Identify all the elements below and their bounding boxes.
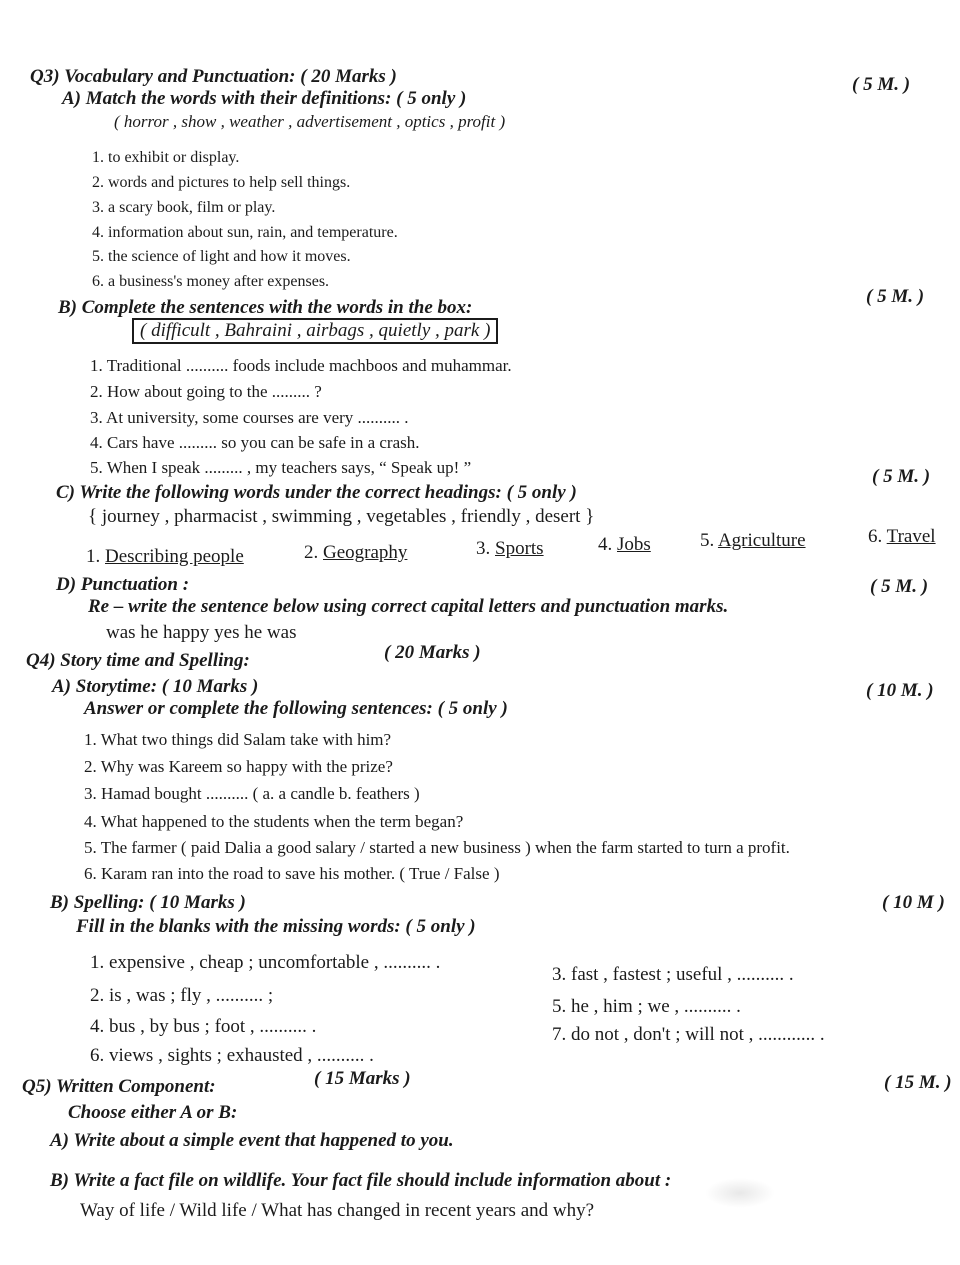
q5-option-b: B) Write a fact file on wildlife. Your fact file should include information about : xyxy=(50,1170,672,1191)
q3b-heading: B) Complete the sentences with the words in the box: xyxy=(58,297,473,318)
q4a-item-5: 5. The farmer ( paid Dalia a good salary / started a new business ) when the farm started to turn a profit. xyxy=(84,838,790,857)
q3c-heading-2: 2. Geography xyxy=(304,542,408,563)
q4b-item-5: 5. he , him ; we , .......... . xyxy=(552,996,741,1017)
q4b-item-6: 6. views , sights ; exhausted , .......... . xyxy=(90,1045,374,1066)
q5-option-a: A) Write about a simple event that happened to you. xyxy=(50,1130,454,1151)
q5-marks: ( 15 M. ) xyxy=(884,1072,952,1093)
q3d-heading: D) Punctuation : xyxy=(56,574,190,595)
q4b-item-1: 1. expensive , cheap ; uncomfortable , .......... . xyxy=(90,952,441,973)
q3a-item-3: 3. a scary book, film or play. xyxy=(92,199,276,216)
q4a-marks: ( 10 M. ) xyxy=(866,680,934,701)
q3d-instruction: Re – write the sentence below using correct capital letters and punctuation marks. xyxy=(88,596,729,617)
q3b-word-box: ( difficult , Bahraini , airbags , quietly , park ) xyxy=(132,318,498,344)
q3b-item-3: 3. At university, some courses are very .......... . xyxy=(90,408,409,427)
q3c-heading-6: 6. Travel xyxy=(868,526,936,547)
q3a-item-5: 5. the science of light and how it moves. xyxy=(92,248,351,265)
q3c-heading: C) Write the following words under the correct headings: ( 5 only ) xyxy=(56,482,577,503)
q3b-item-4: 4. Cars have ......... so you can be safe in a crash. xyxy=(90,433,420,452)
q3b-item-1: 1. Traditional .......... foods include machboos and muhammar. xyxy=(90,356,512,375)
q3b-item-2: 2. How about going to the ......... ? xyxy=(90,382,322,401)
q3a-item-2: 2. words and pictures to help sell things. xyxy=(92,174,351,191)
q3a-item-1: 1. to exhibit or display. xyxy=(92,149,240,166)
q3c-heading-3: 3. Sports xyxy=(476,538,544,559)
q4b-heading: B) Spelling: ( 10 Marks ) xyxy=(50,892,246,913)
q3d-marks: ( 5 M. ) xyxy=(870,576,929,597)
q3c-heading-4: 4. Jobs xyxy=(598,534,651,555)
q4b-item-7: 7. do not , don't ; will not , ............ . xyxy=(552,1024,825,1045)
q3d-sentence: was he happy yes he was xyxy=(106,622,297,643)
q5-option-b-detail: Way of life / Wild life / What has changed in recent years and why? xyxy=(80,1200,595,1221)
q4b-instruction: Fill in the blanks with the missing words: ( 5 only ) xyxy=(76,916,476,937)
q3c-heading-5: 5. Agriculture xyxy=(700,530,806,551)
q4a-item-3: 3. Hamad bought .......... ( a. a candle b. feathers ) xyxy=(84,784,420,803)
q5-title-marks: ( 15 Marks ) xyxy=(314,1068,411,1089)
q4-title: Q4) Story time and Spelling: xyxy=(26,650,250,671)
q3a-item-4: 4. information about sun, rain, and temperature. xyxy=(92,224,398,241)
q4a-instruction: Answer or complete the following sentences: ( 5 only ) xyxy=(84,698,508,719)
q4a-heading: A) Storytime: ( 10 Marks ) xyxy=(52,676,259,697)
q4a-item-1: 1. What two things did Salam take with him? xyxy=(84,730,392,749)
q4b-marks: ( 10 M ) xyxy=(882,892,945,913)
q3-title: Q3) Vocabulary and Punctuation: ( 20 Marks ) xyxy=(30,66,397,87)
paper-smudge xyxy=(705,1178,775,1208)
q4b-item-3: 3. fast , fastest ; useful , .......... . xyxy=(552,964,794,985)
q5-title: Q5) Written Component: xyxy=(22,1076,216,1097)
q4a-item-2: 2. Why was Kareem so happy with the prize? xyxy=(84,757,393,776)
q3b-item-5: 5. When I speak ......... , my teachers says, “ Speak up! ” xyxy=(90,458,472,477)
q3a-marks: ( 5 M. ) xyxy=(852,74,911,95)
q3a-heading: A) Match the words with their definitions: ( 5 only ) xyxy=(62,88,467,109)
q4a-item-6: 6. Karam ran into the road to save his mother. ( True / False ) xyxy=(84,864,500,883)
q4a-item-4: 4. What happened to the students when the term began? xyxy=(84,812,464,831)
q3b-marks: ( 5 M. ) xyxy=(866,286,925,307)
q3c-word-list: { journey , pharmacist , swimming , vegetables , friendly , desert } xyxy=(88,506,595,527)
q4-title-marks: ( 20 Marks ) xyxy=(384,642,481,663)
q4b-item-2: 2. is , was ; fly , .......... ; xyxy=(90,985,274,1006)
q3a-word-list: ( horror , show , weather , advertisement , optics , profit ) xyxy=(114,112,506,131)
q5-choose: Choose either A or B: xyxy=(68,1102,238,1123)
q3a-item-6: 6. a business's money after expenses. xyxy=(92,273,330,290)
q3c-marks: ( 5 M. ) xyxy=(872,466,931,487)
q4b-item-4: 4. bus , by bus ; foot , .......... . xyxy=(90,1016,317,1037)
q3c-heading-1: 1. Describing people xyxy=(86,546,244,567)
